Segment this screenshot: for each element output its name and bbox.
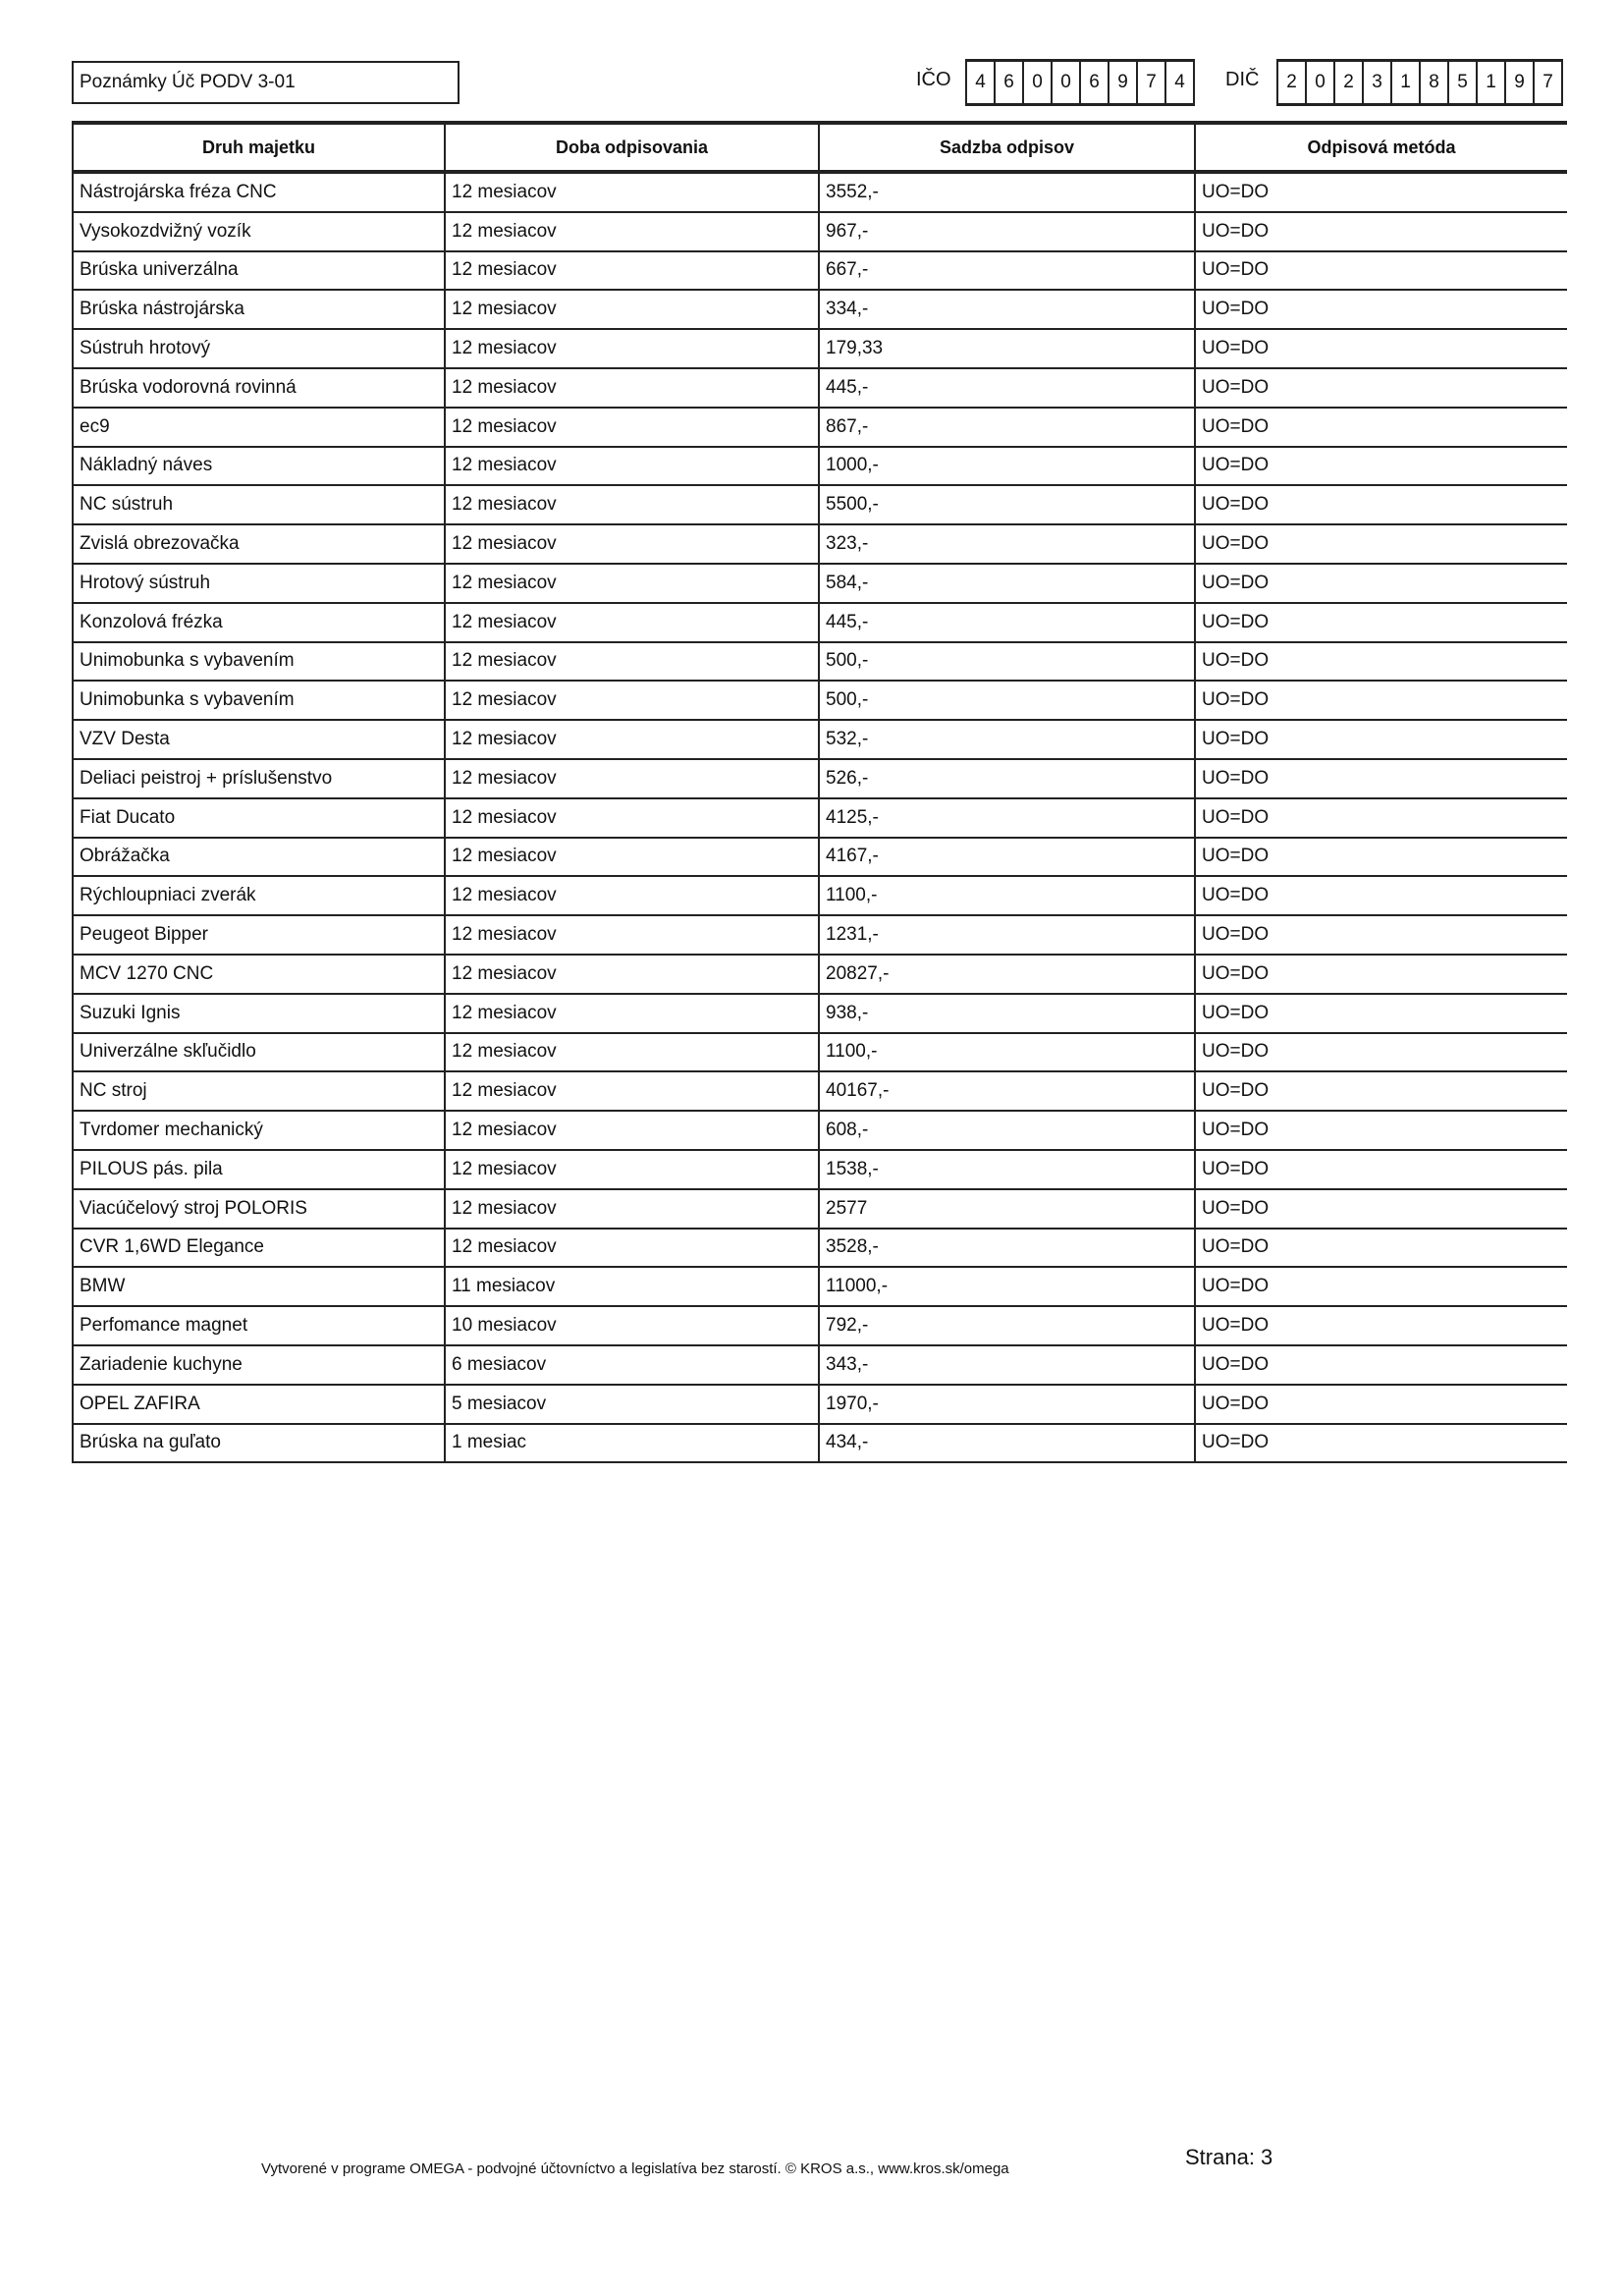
asset-type-cell: Rýchloupniaci zverák [73,876,445,915]
period-cell: 12 mesiacov [445,329,819,368]
table-row [73,1033,1567,1072]
table-row [73,1306,1567,1345]
asset-type-cell: Fiat Ducato [73,798,445,838]
table-row [73,1424,1567,1463]
rate-cell: 343,- [819,1345,1195,1385]
table-row [73,1111,1567,1150]
column-header-asset-type: Druh majetku [73,123,445,172]
rate-cell: 3552,- [819,172,1195,212]
table-row [73,290,1567,329]
method-cell: UO=DO [1195,172,1567,212]
table-row [73,838,1567,877]
rate-cell: 5500,- [819,485,1195,524]
digit-cell: 7 [1138,62,1166,103]
period-cell: 12 mesiacov [445,759,819,798]
ico-label: IČO [916,69,951,90]
table-row [73,1189,1567,1229]
period-cell: 6 mesiacov [445,1345,819,1385]
table-row [73,408,1567,447]
rate-cell: 11000,- [819,1267,1195,1306]
rate-cell: 667,- [819,251,1195,291]
period-cell: 12 mesiacov [445,290,819,329]
asset-type-cell: Sústruh hrotový [73,329,445,368]
table-row [73,642,1567,682]
method-cell: UO=DO [1195,681,1567,720]
digit-cell: 4 [1166,62,1195,103]
method-cell: UO=DO [1195,1189,1567,1229]
period-cell: 12 mesiacov [445,172,819,212]
period-cell: 12 mesiacov [445,485,819,524]
method-cell: UO=DO [1195,1150,1567,1189]
period-cell: 12 mesiacov [445,798,819,838]
rate-cell: 967,- [819,212,1195,251]
table-row [73,759,1567,798]
asset-type-cell: Peugeot Bipper [73,915,445,955]
depreciation-table [72,121,1567,1463]
column-header-depreciation-period: Doba odpisovania [445,123,819,172]
rate-cell: 1000,- [819,447,1195,486]
digit-cell: 6 [996,62,1024,103]
rate-cell: 526,- [819,759,1195,798]
table-row [73,681,1567,720]
period-cell: 12 mesiacov [445,915,819,955]
asset-type-cell: NC stroj [73,1071,445,1111]
period-cell: 12 mesiacov [445,720,819,759]
method-cell: UO=DO [1195,720,1567,759]
period-cell: 12 mesiacov [445,603,819,642]
asset-type-cell: Konzolová frézka [73,603,445,642]
period-cell: 12 mesiacov [445,1150,819,1189]
dic-digits [1276,59,1563,106]
digit-cell: 9 [1506,62,1535,103]
table-row [73,1071,1567,1111]
rate-cell: 938,- [819,994,1195,1033]
asset-type-cell: Nástrojárska fréza CNC [73,172,445,212]
period-cell: 12 mesiacov [445,1111,819,1150]
method-cell: UO=DO [1195,838,1567,877]
rate-cell: 1100,- [819,1033,1195,1072]
digit-cell: 9 [1109,62,1138,103]
period-cell: 11 mesiacov [445,1267,819,1306]
asset-type-cell: Obrážačka [73,838,445,877]
period-cell: 12 mesiacov [445,368,819,408]
period-cell: 12 mesiacov [445,447,819,486]
period-cell: 12 mesiacov [445,1189,819,1229]
period-cell: 12 mesiacov [445,1071,819,1111]
table-row [73,447,1567,486]
rate-cell: 584,- [819,564,1195,603]
digit-cell: 2 [1335,62,1364,103]
asset-type-cell: Hrotový sústruh [73,564,445,603]
rate-cell: 2577 [819,1189,1195,1229]
table-row [73,251,1567,291]
ico-digits [965,59,1195,106]
rate-cell: 445,- [819,603,1195,642]
rate-cell: 867,- [819,408,1195,447]
asset-type-cell: Brúska nástrojárska [73,290,445,329]
method-cell: UO=DO [1195,251,1567,291]
digit-cell: 4 [967,62,996,103]
asset-type-cell: NC sústruh [73,485,445,524]
table-row [73,915,1567,955]
table-row [73,368,1567,408]
asset-type-cell: VZV Desta [73,720,445,759]
rate-cell: 500,- [819,642,1195,682]
asset-type-cell: BMW [73,1267,445,1306]
asset-type-cell: MCV 1270 CNC [73,955,445,994]
asset-type-cell: Unimobunka s vybavením [73,681,445,720]
period-cell: 10 mesiacov [445,1306,819,1345]
period-cell: 1 mesiac [445,1424,819,1463]
method-cell: UO=DO [1195,368,1567,408]
method-cell: UO=DO [1195,1111,1567,1150]
column-header-depreciation-rate: Sadzba odpisov [819,123,1195,172]
rate-cell: 792,- [819,1306,1195,1345]
page-number: Strana: 3 [1185,2145,1273,2169]
rate-cell: 323,- [819,524,1195,564]
period-cell: 12 mesiacov [445,642,819,682]
digit-cell: 3 [1364,62,1392,103]
rate-cell: 500,- [819,681,1195,720]
rate-cell: 532,- [819,720,1195,759]
rate-cell: 1970,- [819,1385,1195,1424]
period-cell: 12 mesiacov [445,524,819,564]
rate-cell: 4167,- [819,838,1195,877]
rate-cell: 20827,- [819,955,1195,994]
method-cell: UO=DO [1195,1306,1567,1345]
method-cell: UO=DO [1195,447,1567,486]
digit-cell: 0 [1307,62,1335,103]
digit-cell: 5 [1449,62,1478,103]
method-cell: UO=DO [1195,329,1567,368]
method-cell: UO=DO [1195,955,1567,994]
digit-cell: 7 [1535,62,1563,103]
table-row [73,876,1567,915]
rate-cell: 608,- [819,1111,1195,1150]
asset-type-cell: Viacúčelový stroj POLORIS [73,1189,445,1229]
method-cell: UO=DO [1195,798,1567,838]
period-cell: 12 mesiacov [445,1033,819,1072]
footer-text: Vytvorené v programe OMEGA - podvojné účtovníctvo a legislatíva bez starostí. © KROS a.s., www.kros.sk/omega [261,2160,1009,2177]
table-row [73,329,1567,368]
table-row [73,1229,1567,1268]
table-row [73,1267,1567,1306]
table-header-row [73,123,1567,172]
method-cell: UO=DO [1195,603,1567,642]
table-row [73,564,1567,603]
period-cell: 12 mesiacov [445,994,819,1033]
period-cell: 12 mesiacov [445,955,819,994]
asset-type-cell: Suzuki Ignis [73,994,445,1033]
table-row [73,798,1567,838]
method-cell: UO=DO [1195,759,1567,798]
asset-type-cell: OPEL ZAFIRA [73,1385,445,1424]
period-cell: 12 mesiacov [445,251,819,291]
period-cell: 12 mesiacov [445,838,819,877]
digit-cell: 6 [1081,62,1109,103]
rate-cell: 434,- [819,1424,1195,1463]
digit-cell: 1 [1478,62,1506,103]
digit-cell: 8 [1421,62,1449,103]
table-row [73,212,1567,251]
method-cell: UO=DO [1195,1345,1567,1385]
table-row [73,1345,1567,1385]
asset-type-cell: Vysokozdvižný vozík [73,212,445,251]
method-cell: UO=DO [1195,524,1567,564]
method-cell: UO=DO [1195,1424,1567,1463]
rate-cell: 40167,- [819,1071,1195,1111]
asset-type-cell: Zvislá obrezovačka [73,524,445,564]
digit-cell: 0 [1024,62,1053,103]
method-cell: UO=DO [1195,290,1567,329]
document-title: Poznámky Úč PODV 3-01 [72,61,460,104]
asset-type-cell: Brúska na guľato [73,1424,445,1463]
table-row [73,720,1567,759]
method-cell: UO=DO [1195,1071,1567,1111]
period-cell: 12 mesiacov [445,876,819,915]
period-cell: 12 mesiacov [445,681,819,720]
table-row [73,603,1567,642]
method-cell: UO=DO [1195,1385,1567,1424]
asset-type-cell: Perfomance magnet [73,1306,445,1345]
table-row [73,172,1567,212]
asset-type-cell: Tvrdomer mechanický [73,1111,445,1150]
column-header-depreciation-method: Odpisová metóda [1195,123,1567,172]
period-cell: 12 mesiacov [445,212,819,251]
rate-cell: 4125,- [819,798,1195,838]
period-cell: 12 mesiacov [445,1229,819,1268]
period-cell: 5 mesiacov [445,1385,819,1424]
method-cell: UO=DO [1195,1267,1567,1306]
period-cell: 12 mesiacov [445,408,819,447]
method-cell: UO=DO [1195,485,1567,524]
table-row [73,1150,1567,1189]
digit-cell: 2 [1278,62,1307,103]
method-cell: UO=DO [1195,876,1567,915]
rate-cell: 334,- [819,290,1195,329]
method-cell: UO=DO [1195,212,1567,251]
method-cell: UO=DO [1195,915,1567,955]
asset-type-cell: Nákladný náves [73,447,445,486]
asset-type-cell: CVR 1,6WD Elegance [73,1229,445,1268]
asset-type-cell: PILOUS pás. pila [73,1150,445,1189]
asset-type-cell: Unimobunka s vybavením [73,642,445,682]
table-row [73,1385,1567,1424]
dic-label: DIČ [1225,69,1260,90]
rate-cell: 445,- [819,368,1195,408]
asset-type-cell: Univerzálne skľučidlo [73,1033,445,1072]
table-row [73,994,1567,1033]
method-cell: UO=DO [1195,408,1567,447]
asset-type-cell: Deliaci peistroj + príslušenstvo [73,759,445,798]
asset-type-cell: ec9 [73,408,445,447]
asset-type-cell: Brúska vodorovná rovinná [73,368,445,408]
method-cell: UO=DO [1195,1033,1567,1072]
table-row [73,524,1567,564]
method-cell: UO=DO [1195,994,1567,1033]
digit-cell: 1 [1392,62,1421,103]
rate-cell: 1231,- [819,915,1195,955]
method-cell: UO=DO [1195,1229,1567,1268]
method-cell: UO=DO [1195,642,1567,682]
rate-cell: 1100,- [819,876,1195,915]
table-row [73,485,1567,524]
rate-cell: 3528,- [819,1229,1195,1268]
asset-type-cell: Zariadenie kuchyne [73,1345,445,1385]
rate-cell: 1538,- [819,1150,1195,1189]
rate-cell: 179,33 [819,329,1195,368]
asset-type-cell: Brúska univerzálna [73,251,445,291]
period-cell: 12 mesiacov [445,564,819,603]
digit-cell: 0 [1053,62,1081,103]
method-cell: UO=DO [1195,564,1567,603]
table-row [73,955,1567,994]
